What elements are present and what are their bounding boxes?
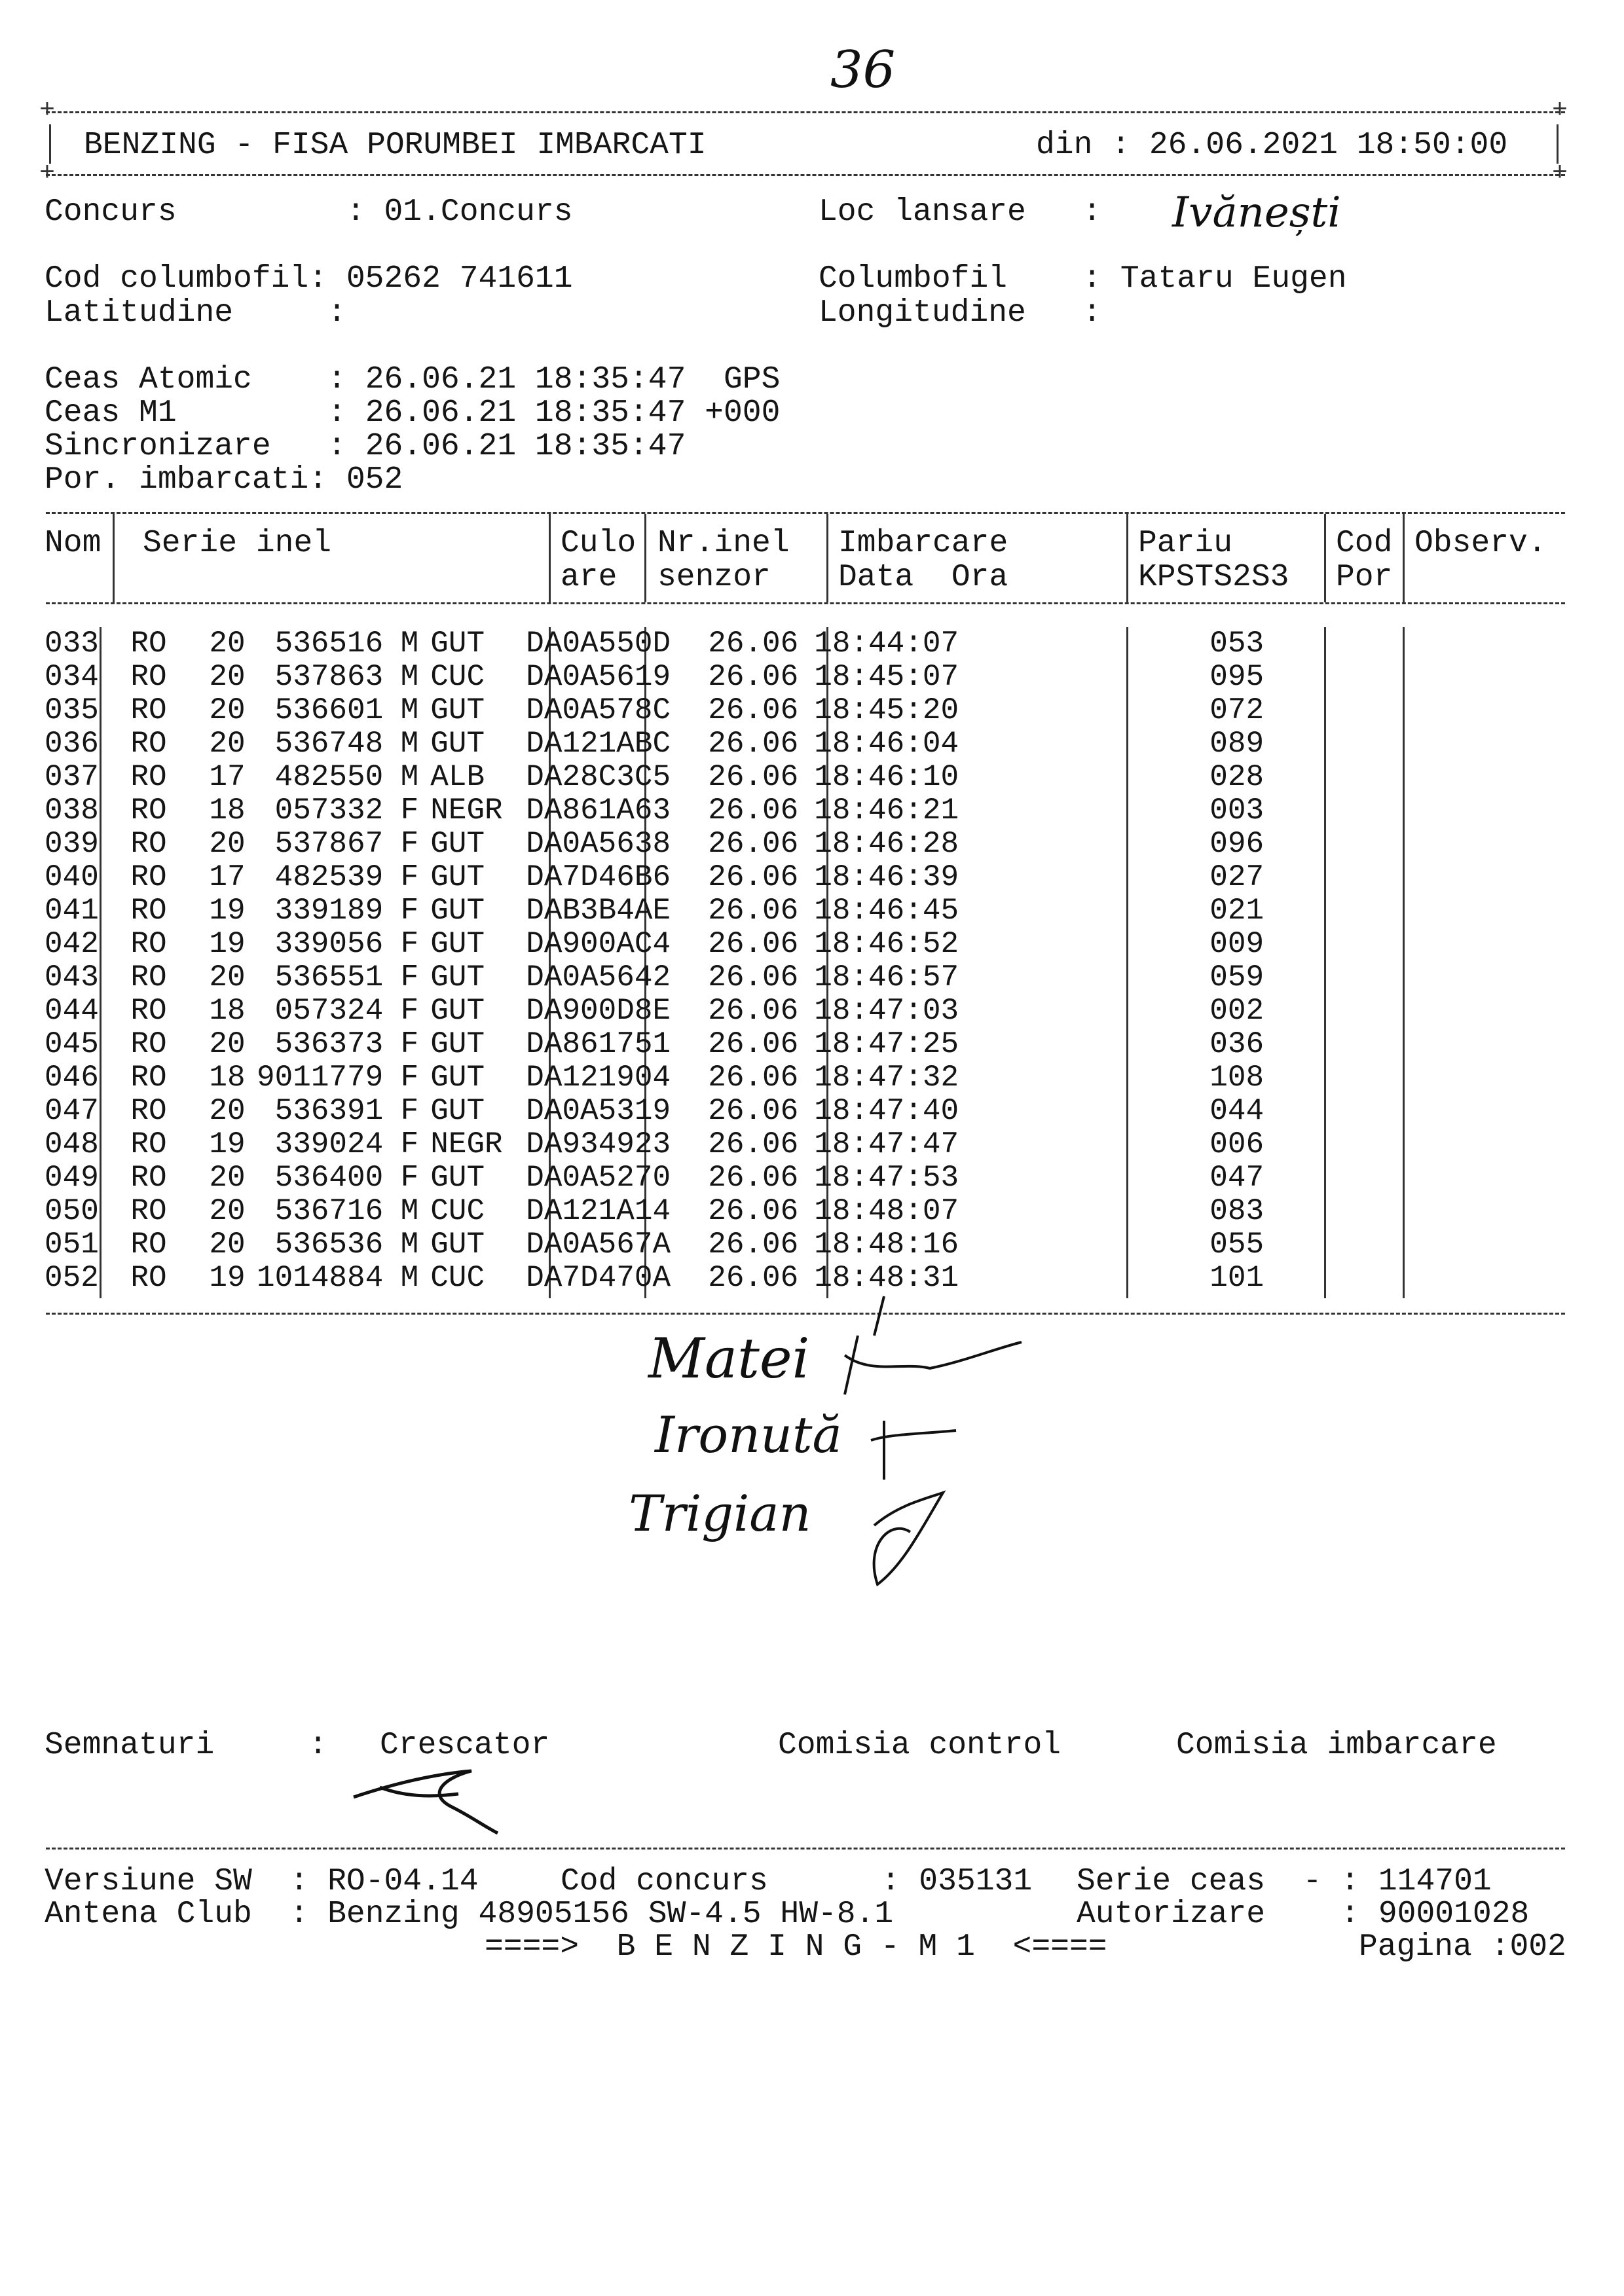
col-header-cod-por-1: Cod — [1336, 526, 1393, 561]
cell-sex: F — [400, 927, 419, 961]
loc-lansare-value: Ivănești — [1172, 189, 1341, 237]
cell-nom: 036 — [45, 727, 99, 761]
antena-club-line: Antena Club : Benzing 48905156 SW-4.5 HW-8.1 — [45, 1897, 894, 1932]
cell-an: 20 — [209, 1161, 246, 1195]
cell-ora: 18:47:03 — [814, 994, 959, 1028]
cell-sex: F — [400, 960, 419, 994]
cell-senzor: DA121A14 — [526, 1194, 671, 1228]
cell-senzor: DA934923 — [526, 1127, 671, 1161]
cell-senzor: DAB3B4AE — [526, 894, 671, 928]
cell-senzor: DA121ABC — [526, 727, 671, 761]
cell-tara: RO — [130, 994, 167, 1028]
por-imbarcati-value: 052 — [346, 462, 403, 498]
cell-an: 20 — [209, 727, 246, 761]
cell-cod-por: 006 — [1209, 1127, 1264, 1161]
serie-ceas-line: Serie ceas - : 114701 — [1077, 1864, 1492, 1899]
cell-nom: 046 — [45, 1061, 99, 1095]
cod-concurs-value: 035131 — [919, 1864, 1033, 1899]
cell-ora: 18:47:25 — [814, 1027, 959, 1061]
columbofil-value: Tataru Eugen — [1120, 261, 1347, 297]
cell-tara: RO — [130, 660, 167, 694]
cell-an: 19 — [209, 927, 246, 961]
autorizare-value: 90001028 — [1378, 1897, 1530, 1932]
cell-data: 26.06 — [708, 960, 799, 994]
cell-sex: F — [400, 827, 419, 861]
document-date-label: din : 26.06.2021 18:50:00 — [1036, 128, 1508, 163]
cell-inel: 536373 — [274, 1027, 384, 1061]
cell-ora: 18:45:07 — [814, 660, 959, 694]
cell-culoare: GUT — [430, 894, 485, 928]
serie-ceas-value: 114701 — [1378, 1864, 1492, 1899]
cell-ora: 18:46:57 — [814, 960, 959, 994]
cell-sex: M — [400, 1194, 419, 1228]
cell-senzor: DA0A5270 — [526, 1161, 671, 1195]
cell-cod-por: 089 — [1209, 727, 1264, 761]
cell-ora: 18:48:07 — [814, 1194, 959, 1228]
cell-culoare: GUT — [430, 693, 485, 727]
cell-inel: 536516 — [274, 627, 384, 661]
cell-ora: 18:47:47 — [814, 1127, 959, 1161]
antena-club-value: Benzing 48905156 SW-4.5 HW-8.1 — [327, 1897, 894, 1932]
cell-culoare: GUT — [430, 1027, 485, 1061]
cell-culoare: GUT — [430, 1061, 485, 1095]
cell-inel: 057332 — [274, 793, 384, 828]
semnaturi-label: Semnaturi : — [45, 1728, 328, 1763]
cell-cod-por: 072 — [1209, 693, 1264, 727]
col-header-nom: Nom — [45, 526, 101, 561]
cell-senzor: DA28C3C5 — [526, 760, 671, 794]
cell-culoare: GUT — [430, 1228, 485, 1262]
por-imbarcati-line: Por. imbarcati: 052 — [45, 462, 403, 498]
col-header-cod-por-2: Por — [1336, 560, 1393, 595]
cell-data: 26.06 — [708, 1127, 799, 1161]
cell-cod-por: 101 — [1209, 1261, 1264, 1295]
cell-cod-por: 083 — [1209, 1194, 1264, 1228]
cell-nom: 040 — [45, 860, 99, 894]
ceas-m1-value: 26.06.21 18:35:47 +000 — [365, 395, 781, 431]
cell-data: 26.06 — [708, 860, 799, 894]
cell-tara: RO — [130, 727, 167, 761]
cell-culoare: GUT — [430, 827, 485, 861]
cell-data: 26.06 — [708, 1194, 799, 1228]
cell-cod-por: 095 — [1209, 660, 1264, 694]
cell-culoare: GUT — [430, 994, 485, 1028]
corner-mark: + — [1552, 96, 1568, 126]
cell-nom: 038 — [45, 793, 99, 828]
cell-an: 20 — [209, 1194, 246, 1228]
cell-data: 26.06 — [708, 1027, 799, 1061]
versiune-sw-line: Versiune SW : RO-04.14 — [45, 1864, 479, 1899]
cell-cod-por: 053 — [1209, 627, 1264, 661]
col-header-nr-inel-2: senzor — [657, 560, 771, 595]
ceas-m1-line: Ceas M1 : 26.06.21 18:35:47 +000 — [45, 395, 781, 431]
cell-cod-por: 044 — [1209, 1094, 1264, 1128]
cell-data: 26.06 — [708, 660, 799, 694]
cell-nom: 047 — [45, 1094, 99, 1128]
cell-tara: RO — [130, 1061, 167, 1095]
cell-tara: RO — [130, 760, 167, 794]
cell-inel: 536601 — [274, 693, 384, 727]
cell-nom: 045 — [45, 1027, 99, 1061]
cell-ora: 18:47:40 — [814, 1094, 959, 1128]
col-header-observ: Observ. — [1414, 526, 1547, 561]
cell-data: 26.06 — [708, 894, 799, 928]
cell-sex: F — [400, 894, 419, 928]
col-header-culoare-1: Culo — [561, 526, 637, 561]
cell-culoare: CUC — [430, 660, 485, 694]
cell-sex: M — [400, 660, 419, 694]
cell-data: 26.06 — [708, 627, 799, 661]
cell-culoare: GUT — [430, 627, 485, 661]
cell-senzor: DA861A63 — [526, 793, 671, 828]
cell-nom: 034 — [45, 660, 99, 694]
cell-inel: 536748 — [274, 727, 384, 761]
cell-nom: 033 — [45, 627, 99, 661]
cell-an: 18 — [209, 994, 246, 1028]
cell-senzor: DA7D470A — [526, 1261, 671, 1295]
versiune-sw-value: RO-04.14 — [327, 1864, 479, 1899]
cell-an: 20 — [209, 1027, 246, 1061]
cell-data: 26.06 — [708, 1261, 799, 1295]
pagina-value: 002 — [1509, 1929, 1566, 1965]
cell-sex: M — [400, 1228, 419, 1262]
cell-data: 26.06 — [708, 1094, 799, 1128]
cell-data: 26.06 — [708, 727, 799, 761]
cell-sex: F — [400, 1161, 419, 1195]
cell-senzor: DA0A550D — [526, 627, 671, 661]
cell-sex: M — [400, 693, 419, 727]
document-title: BENZING - FISA PORUMBEI IMBARCATI — [84, 128, 707, 163]
cell-ora: 18:47:32 — [814, 1061, 959, 1095]
cell-senzor: DA0A567A — [526, 1228, 671, 1262]
cell-tara: RO — [130, 827, 167, 861]
cell-nom: 035 — [45, 693, 99, 727]
benzing-banner: ====> B E N Z I N G - M 1 <==== — [485, 1929, 1107, 1965]
cell-an: 18 — [209, 1061, 246, 1095]
cell-senzor: DA861751 — [526, 1027, 671, 1061]
col-header-nr-inel-1: Nr.inel — [657, 526, 790, 561]
cell-ora: 18:46:28 — [814, 827, 959, 861]
cell-cod-por: 047 — [1209, 1161, 1264, 1195]
cell-tara: RO — [130, 1228, 167, 1262]
latitudine-line: Latitudine : — [45, 295, 346, 331]
signature-comisia-control: Comisia control — [778, 1728, 1061, 1763]
document-date-value: 26.06.2021 18:50:00 — [1149, 128, 1508, 163]
cell-senzor: DA0A5619 — [526, 660, 671, 694]
cell-inel: 536391 — [274, 1094, 384, 1128]
cell-inel: 536716 — [274, 1194, 384, 1228]
cell-culoare: CUC — [430, 1261, 485, 1295]
cell-ora: 18:46:04 — [814, 727, 959, 761]
cell-an: 20 — [209, 693, 246, 727]
cell-ora: 18:46:21 — [814, 793, 959, 828]
cell-ora: 18:46:45 — [814, 894, 959, 928]
cell-an: 19 — [209, 1261, 246, 1295]
cell-ora: 18:46:52 — [814, 927, 959, 961]
cell-cod-por: 055 — [1209, 1228, 1264, 1262]
cell-senzor: DA900AC4 — [526, 927, 671, 961]
cell-cod-por: 028 — [1209, 760, 1264, 794]
cell-sex: F — [400, 793, 419, 828]
cod-columbofil-value: 05262 741611 — [346, 261, 573, 297]
col-header-imbarcare-1: Imbarcare — [838, 526, 1008, 561]
cell-cod-por: 002 — [1209, 994, 1264, 1028]
corner-mark: + — [39, 96, 56, 126]
cell-inel: 482550 — [274, 760, 384, 794]
corner-mark: + — [1552, 159, 1568, 189]
col-header-pariu-2: KPSTS2S3 — [1138, 560, 1289, 595]
col-header-imbarcare-2: Data Ora — [838, 560, 1008, 595]
cell-culoare: CUC — [430, 1194, 485, 1228]
cell-an: 19 — [209, 1127, 246, 1161]
cell-tara: RO — [130, 1161, 167, 1195]
cell-tara: RO — [130, 793, 167, 828]
cell-tara: RO — [130, 1027, 167, 1061]
signature-comisia-imbarcare: Comisia imbarcare — [1176, 1728, 1497, 1763]
cell-nom: 037 — [45, 760, 99, 794]
cell-inel: 536551 — [274, 960, 384, 994]
cell-inel: 339189 — [274, 894, 384, 928]
cell-nom: 050 — [45, 1194, 99, 1228]
cell-tara: RO — [130, 960, 167, 994]
handwritten-name: Trigian — [629, 1484, 811, 1542]
col-header-pariu-1: Pariu — [1138, 526, 1233, 561]
cell-senzor: DA0A578C — [526, 693, 671, 727]
cell-nom: 039 — [45, 827, 99, 861]
cell-data: 26.06 — [708, 1161, 799, 1195]
cell-culoare: NEGR — [430, 793, 503, 828]
col-header-serie-inel: Serie inel — [143, 526, 332, 561]
cell-cod-por: 009 — [1209, 927, 1264, 961]
cell-inel: 057324 — [274, 994, 384, 1028]
cell-cod-por: 036 — [1209, 1027, 1264, 1061]
longitudine-line: Longitudine : — [819, 295, 1102, 331]
cell-nom: 051 — [45, 1228, 99, 1262]
cell-an: 18 — [209, 793, 246, 828]
cell-tara: RO — [130, 1127, 167, 1161]
cell-tara: RO — [130, 627, 167, 661]
cell-data: 26.06 — [708, 760, 799, 794]
cell-data: 26.06 — [708, 1228, 799, 1262]
cell-senzor: DA900D8E — [526, 994, 671, 1028]
cell-nom: 049 — [45, 1161, 99, 1195]
pagina-line: Pagina :002 — [1359, 1929, 1566, 1965]
cell-cod-por: 021 — [1209, 894, 1264, 928]
cell-ora: 18:46:39 — [814, 860, 959, 894]
ceas-atomic-value: 26.06.21 18:35:47 GPS — [365, 362, 781, 397]
cell-an: 20 — [209, 660, 246, 694]
cell-an: 20 — [209, 1094, 246, 1128]
cell-sex: M — [400, 727, 419, 761]
cell-inel: 9011779 — [257, 1061, 384, 1095]
handwritten-name: Matei — [648, 1326, 810, 1391]
cell-sex: F — [400, 1127, 419, 1161]
handwritten-name: Ironută — [655, 1406, 842, 1464]
concurs-line: Concurs : 01.Concurs — [45, 194, 573, 230]
cell-sex: F — [400, 1027, 419, 1061]
page-number: 36 — [830, 41, 896, 100]
cell-senzor: DA0A5319 — [526, 1094, 671, 1128]
cell-inel: 537867 — [274, 827, 384, 861]
cell-culoare: GUT — [430, 727, 485, 761]
cell-an: 20 — [209, 627, 246, 661]
cell-culoare: GUT — [430, 860, 485, 894]
concurs-value: 01.Concurs — [384, 194, 573, 230]
signature-crescator: Crescator — [380, 1728, 550, 1763]
cell-inel: 537863 — [274, 660, 384, 694]
cell-tara: RO — [130, 1094, 167, 1128]
cell-senzor: DA7D46B6 — [526, 860, 671, 894]
cell-senzor: DA0A5638 — [526, 827, 671, 861]
cell-tara: RO — [130, 894, 167, 928]
columbofil-line: Columbofil : Tataru Eugen — [819, 261, 1347, 297]
cell-culoare: GUT — [430, 1161, 485, 1195]
cell-inel: 1014884 — [257, 1261, 384, 1295]
sincronizare-line: Sincronizare : 26.06.21 18:35:47 — [45, 429, 686, 464]
cell-sex: F — [400, 860, 419, 894]
cell-cod-por: 059 — [1209, 960, 1264, 994]
cell-ora: 18:47:53 — [814, 1161, 959, 1195]
autorizare-line: Autorizare : 90001028 — [1077, 1897, 1530, 1932]
cell-inel: 339056 — [274, 927, 384, 961]
cell-inel: 536400 — [274, 1161, 384, 1195]
cell-an: 20 — [209, 827, 246, 861]
cell-data: 26.06 — [708, 693, 799, 727]
cell-data: 26.06 — [708, 927, 799, 961]
footer-rule — [46, 1848, 1565, 1850]
cell-senzor: DA121904 — [526, 1061, 671, 1095]
col-header-culoare-2: are — [561, 560, 618, 595]
cell-cod-por: 003 — [1209, 793, 1264, 828]
ceas-atomic-line: Ceas Atomic : 26.06.21 18:35:47 GPS — [45, 362, 781, 397]
cell-nom: 052 — [45, 1261, 99, 1295]
cell-nom: 041 — [45, 894, 99, 928]
corner-mark: + — [39, 159, 56, 189]
cell-sex: M — [400, 627, 419, 661]
cell-tara: RO — [130, 860, 167, 894]
cell-an: 19 — [209, 894, 246, 928]
cell-nom: 042 — [45, 927, 99, 961]
cell-tara: RO — [130, 1261, 167, 1295]
cell-culoare: GUT — [430, 1094, 485, 1128]
cell-data: 26.06 — [708, 827, 799, 861]
cell-sex: F — [400, 994, 419, 1028]
cod-concurs-line: Cod concurs : 035131 — [561, 1864, 1033, 1899]
cell-ora: 18:44:07 — [814, 627, 959, 661]
cell-cod-por: 108 — [1209, 1061, 1264, 1095]
cell-senzor: DA0A5642 — [526, 960, 671, 994]
sincronizare-value: 26.06.21 18:35:47 — [365, 429, 686, 464]
cell-data: 26.06 — [708, 793, 799, 828]
cell-inel: 482539 — [274, 860, 384, 894]
cell-ora: 18:46:10 — [814, 760, 959, 794]
cell-sex: F — [400, 1094, 419, 1128]
cell-sex: F — [400, 1061, 419, 1095]
cell-sex: M — [400, 1261, 419, 1295]
cell-inel: 339024 — [274, 1127, 384, 1161]
cell-an: 17 — [209, 760, 246, 794]
cell-ora: 18:48:16 — [814, 1228, 959, 1262]
cell-data: 26.06 — [708, 994, 799, 1028]
cell-culoare: GUT — [430, 960, 485, 994]
cell-an: 20 — [209, 1228, 246, 1262]
cell-an: 20 — [209, 960, 246, 994]
cell-culoare: ALB — [430, 760, 485, 794]
cell-nom: 048 — [45, 1127, 99, 1161]
cell-cod-por: 027 — [1209, 860, 1264, 894]
cell-sex: M — [400, 760, 419, 794]
loc-lansare-label: Loc lansare : — [819, 194, 1102, 230]
cell-cod-por: 096 — [1209, 827, 1264, 861]
cell-an: 17 — [209, 860, 246, 894]
cell-ora: 18:48:31 — [814, 1261, 959, 1295]
cell-inel: 536536 — [274, 1228, 384, 1262]
cell-culoare: NEGR — [430, 1127, 503, 1161]
cell-tara: RO — [130, 1194, 167, 1228]
cell-nom: 044 — [45, 994, 99, 1028]
cell-culoare: GUT — [430, 927, 485, 961]
cell-nom: 043 — [45, 960, 99, 994]
cell-tara: RO — [130, 693, 167, 727]
cod-columbofil-line: Cod columbofil: 05262 741611 — [45, 261, 573, 297]
cell-data: 26.06 — [708, 1061, 799, 1095]
cell-ora: 18:45:20 — [814, 693, 959, 727]
cell-tara: RO — [130, 927, 167, 961]
